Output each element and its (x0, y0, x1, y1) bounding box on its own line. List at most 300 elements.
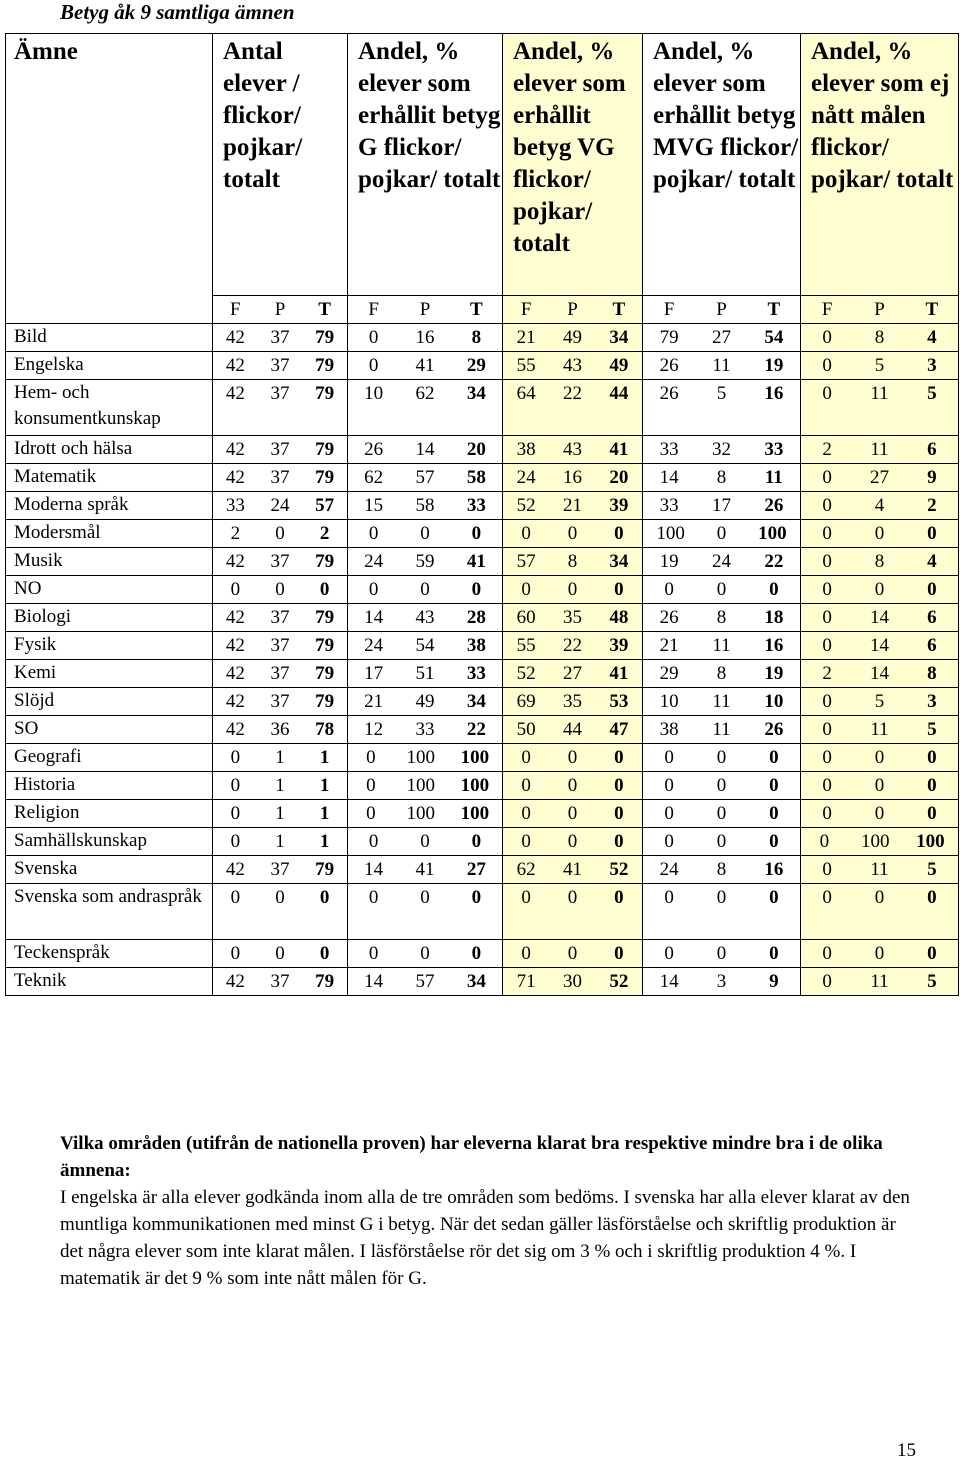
table-row (6, 548, 959, 576)
value-group-cell (503, 772, 643, 800)
value-group-cell (801, 492, 959, 520)
value-cell: 57 (315, 495, 335, 516)
value-cell: 0 (716, 523, 727, 544)
value-cell: 0 (420, 523, 430, 544)
value-group-cell (348, 800, 503, 828)
value-cell: 0 (368, 831, 379, 852)
value-group-cell (801, 688, 959, 716)
value-group-cell (348, 604, 503, 632)
value-cell: 2 (927, 495, 937, 516)
value-cell: 0 (366, 803, 376, 824)
value-cell: 11 (870, 859, 889, 880)
ftp-header-cell (503, 296, 643, 324)
value-group-cell (503, 688, 643, 716)
value-cell: 0 (567, 887, 578, 908)
value-cell: 0 (716, 943, 727, 964)
value-cell: 8 (471, 327, 482, 348)
value-cell: 42 (225, 635, 245, 656)
subject-cell: Samhällskunskap (6, 828, 213, 856)
value-cell: 42 (225, 691, 245, 712)
value-cell: 0 (614, 579, 624, 600)
value-group-cell (213, 884, 348, 940)
value-cell: 16 (562, 467, 582, 488)
value-cell: 0 (521, 775, 531, 796)
value-cell: 0 (927, 803, 937, 824)
value-group-cell (503, 464, 643, 492)
value-cell: 35 (562, 691, 582, 712)
value-cell: 8 (874, 327, 885, 348)
value-cell: 44 (609, 383, 629, 404)
header-not-reached: Andel, % elever som ej nått målen flickor/ pojkar/ totalt (801, 34, 959, 296)
value-group-cell (503, 520, 643, 548)
value-group-cell (643, 688, 801, 716)
value-cell: 1 (275, 747, 285, 768)
value-cell: 0 (822, 495, 832, 516)
value-cell: 59 (415, 551, 435, 572)
value-group-cell (213, 604, 348, 632)
table-row (6, 660, 959, 688)
value-cell: 0 (819, 831, 830, 852)
value-cell: 21 (562, 495, 582, 516)
value-group-cell (643, 968, 801, 996)
value-group-cell (801, 632, 959, 660)
value-cell: 34 (466, 971, 486, 992)
value-cell: 0 (716, 579, 727, 600)
value-cell: 21 (516, 327, 536, 348)
value-group-cell (643, 800, 801, 828)
value-cell: 22 (466, 719, 486, 740)
value-group-cell (801, 660, 959, 688)
value-cell: 54 (415, 635, 435, 656)
value-cell: 4 (874, 495, 885, 516)
value-cell: 37 (270, 859, 290, 880)
value-cell: 100 (758, 523, 787, 544)
value-cell: 42 (225, 551, 245, 572)
value-cell: 26 (659, 607, 679, 628)
value-cell: 11 (764, 467, 783, 488)
value-cell: 0 (664, 579, 674, 600)
value-cell: 37 (270, 327, 290, 348)
table-row (6, 856, 959, 884)
value-cell: 18 (764, 607, 784, 628)
value-group-cell (643, 324, 801, 352)
value-cell: 24 (711, 551, 731, 572)
value-cell: 50 (516, 719, 536, 740)
value-group-cell (643, 940, 801, 968)
table-row (6, 744, 959, 772)
value-cell: 0 (471, 887, 482, 908)
value-cell: 37 (270, 383, 290, 404)
value-cell: 5 (927, 971, 937, 992)
value-cell: 42 (225, 355, 245, 376)
table-row (6, 940, 959, 968)
value-cell: 79 (315, 439, 335, 460)
value-cell: 0 (822, 803, 832, 824)
value-cell: 0 (664, 747, 674, 768)
value-cell: 22 (562, 635, 582, 656)
table-header-row (6, 34, 959, 296)
value-group-cell (213, 324, 348, 352)
subject-cell: Kemi (6, 660, 213, 688)
value-cell: 15 (364, 495, 384, 516)
value-cell: 1 (275, 775, 285, 796)
value-cell: 0 (567, 831, 578, 852)
header-subject: Ämne (6, 34, 213, 324)
value-cell: 22 (562, 383, 582, 404)
ftp-label: T (612, 299, 626, 320)
value-cell: 1 (275, 803, 285, 824)
value-group-cell (503, 940, 643, 968)
value-cell: 57 (516, 551, 536, 572)
value-cell: 26 (764, 719, 784, 740)
text-section (60, 1130, 910, 1292)
value-cell: 24 (270, 495, 290, 516)
value-cell: 21 (364, 691, 384, 712)
ftp-label: F (368, 299, 379, 320)
header-vg: Andel, % elever som erhållit betyg VG flickor/ pojkar/ totalt (503, 34, 643, 296)
value-cell: 0 (664, 887, 674, 908)
value-cell: 79 (315, 663, 335, 684)
value-group-cell (213, 688, 348, 716)
value-cell: 57 (415, 971, 435, 992)
value-group-cell (348, 688, 503, 716)
value-cell: 0 (874, 887, 885, 908)
value-cell: 0 (319, 579, 330, 600)
value-cell: 5 (716, 383, 727, 404)
value-cell: 0 (822, 383, 832, 404)
value-cell: 16 (764, 859, 784, 880)
value-cell: 0 (822, 551, 832, 572)
value-cell: 79 (315, 355, 335, 376)
value-cell: 100 (460, 775, 490, 796)
value-cell: 0 (521, 747, 531, 768)
value-cell: 11 (870, 971, 889, 992)
value-cell: 16 (415, 327, 435, 348)
value-cell: 42 (225, 439, 245, 460)
value-group-cell (503, 380, 643, 436)
value-cell: 0 (471, 943, 482, 964)
value-group-cell (213, 800, 348, 828)
value-cell: 0 (927, 579, 937, 600)
value-group-cell (213, 660, 348, 688)
value-group-cell (643, 548, 801, 576)
value-cell: 20 (609, 467, 629, 488)
value-group-cell (643, 380, 801, 436)
value-cell: 0 (716, 747, 727, 768)
value-group-cell (213, 940, 348, 968)
value-cell: 5 (927, 859, 937, 880)
table-row (6, 688, 959, 716)
value-cell: 58 (466, 467, 486, 488)
value-cell: 42 (225, 327, 245, 348)
value-cell: 37 (270, 355, 290, 376)
value-group-cell (801, 436, 959, 464)
value-cell: 35 (562, 607, 582, 628)
value-cell: 0 (614, 887, 624, 908)
value-cell: 79 (315, 327, 335, 348)
value-cell: 0 (567, 579, 578, 600)
value-cell: 5 (874, 355, 885, 376)
value-cell: 33 (659, 495, 679, 516)
value-group-cell (348, 940, 503, 968)
value-cell: 14 (415, 439, 435, 460)
subject-cell: Teknik (6, 968, 213, 996)
value-cell: 0 (614, 831, 624, 852)
value-cell: 6 (927, 439, 937, 460)
value-group-cell (801, 352, 959, 380)
value-cell: 62 (516, 859, 536, 880)
value-cell: 0 (567, 523, 578, 544)
value-cell: 100 (406, 803, 435, 824)
value-cell: 42 (225, 859, 245, 880)
ftp-label: P (567, 299, 578, 320)
value-cell: 79 (315, 971, 335, 992)
value-cell: 0 (769, 579, 779, 600)
value-cell: 33 (466, 663, 486, 684)
value-group-cell (643, 660, 801, 688)
header-count: Antal elever / flickor/ pojkar/ totalt (213, 34, 348, 296)
value-group-cell (801, 324, 959, 352)
value-group-cell (213, 380, 348, 436)
value-group-cell (643, 772, 801, 800)
value-group-cell (503, 800, 643, 828)
value-cell: 0 (769, 775, 779, 796)
value-cell: 9 (769, 971, 779, 992)
value-cell: 55 (516, 355, 536, 376)
value-group-cell (643, 576, 801, 604)
value-cell: 37 (270, 971, 290, 992)
value-cell: 48 (609, 607, 629, 628)
value-cell: 0 (420, 943, 430, 964)
ftp-header-cell (643, 296, 801, 324)
value-cell: 0 (769, 803, 779, 824)
ftp-header-cell (213, 296, 348, 324)
value-cell: 43 (415, 607, 435, 628)
value-cell: 3 (927, 691, 937, 712)
value-cell: 0 (420, 579, 430, 600)
value-cell: 8 (716, 467, 727, 488)
value-group-cell (213, 548, 348, 576)
value-cell: 0 (614, 523, 624, 544)
value-cell: 0 (716, 775, 727, 796)
value-cell: 79 (659, 327, 679, 348)
value-cell: 0 (664, 943, 674, 964)
value-cell: 64 (516, 383, 536, 404)
subject-cell: Biologi (6, 604, 213, 632)
table-row (6, 800, 959, 828)
value-cell: 0 (927, 523, 937, 544)
value-cell: 0 (822, 887, 832, 908)
value-cell: 0 (230, 579, 241, 600)
value-cell: 11 (712, 635, 731, 656)
table-row (6, 968, 959, 996)
value-cell: 11 (712, 691, 731, 712)
value-cell: 8 (716, 607, 727, 628)
value-cell: 24 (364, 551, 384, 572)
table-row (6, 380, 959, 436)
value-cell: 8 (927, 663, 937, 684)
value-cell: 0 (521, 943, 531, 964)
value-group-cell (801, 464, 959, 492)
grades-table (5, 33, 959, 996)
subject-cell: Svenska (6, 856, 213, 884)
value-cell: 12 (364, 719, 384, 740)
value-cell: 14 (364, 607, 384, 628)
subject-cell: Matematik (6, 464, 213, 492)
value-cell: 79 (315, 635, 335, 656)
ftp-label: F (520, 299, 532, 320)
value-group-cell (213, 520, 348, 548)
value-cell: 0 (471, 831, 482, 852)
table-row (6, 716, 959, 744)
value-cell: 100 (460, 803, 490, 824)
value-cell: 0 (230, 803, 241, 824)
value-cell: 34 (609, 551, 629, 572)
value-group-cell (213, 632, 348, 660)
value-group-cell (801, 604, 959, 632)
value-group-cell (643, 632, 801, 660)
table-row (6, 492, 959, 520)
value-cell: 0 (822, 943, 832, 964)
value-cell: 0 (822, 859, 832, 880)
value-cell: 0 (822, 523, 832, 544)
value-group-cell (643, 604, 801, 632)
value-cell: 26 (764, 495, 784, 516)
value-cell: 0 (716, 831, 727, 852)
value-cell: 100 (916, 831, 945, 852)
value-cell: 0 (874, 747, 885, 768)
value-cell: 21 (659, 635, 679, 656)
value-group-cell (213, 772, 348, 800)
value-cell: 0 (822, 971, 832, 992)
value-cell: 79 (315, 691, 335, 712)
value-group-cell (348, 380, 503, 436)
value-cell: 42 (225, 467, 245, 488)
subject-cell: NO (6, 576, 213, 604)
value-cell: 0 (368, 327, 379, 348)
ftp-label: P (874, 299, 885, 320)
value-cell: 0 (769, 887, 779, 908)
value-cell: 43 (562, 355, 582, 376)
value-cell: 0 (275, 887, 285, 908)
question-heading: Vilka områden (utifrån de nationella proven) har eleverna klarat bra respektive mindre bra i de olika ämnena: (60, 1133, 883, 1181)
value-cell: 5 (927, 719, 937, 740)
value-cell: 36 (270, 719, 290, 740)
value-cell: 37 (270, 607, 290, 628)
value-cell: 17 (364, 663, 384, 684)
value-cell: 0 (927, 943, 937, 964)
value-group-cell (348, 884, 503, 940)
value-group-cell (348, 828, 503, 856)
value-cell: 37 (270, 439, 290, 460)
value-cell: 3 (716, 971, 727, 992)
value-cell: 24 (364, 635, 384, 656)
value-cell: 0 (822, 775, 832, 796)
value-group-cell (348, 968, 503, 996)
value-cell: 0 (614, 775, 624, 796)
value-cell: 41 (609, 439, 629, 460)
subject-cell: Fysik (6, 632, 213, 660)
value-cell: 2 (822, 663, 832, 684)
value-cell: 0 (567, 943, 578, 964)
value-cell: 38 (466, 635, 486, 656)
value-cell: 49 (415, 691, 435, 712)
value-cell: 37 (270, 691, 290, 712)
value-cell: 6 (927, 635, 937, 656)
value-cell: 0 (275, 579, 285, 600)
value-cell: 0 (471, 523, 482, 544)
value-group-cell (801, 884, 959, 940)
value-cell: 19 (764, 355, 784, 376)
value-cell: 0 (822, 467, 832, 488)
value-cell: 34 (466, 691, 486, 712)
value-cell: 0 (614, 747, 624, 768)
value-group-cell (801, 548, 959, 576)
value-cell: 11 (870, 383, 889, 404)
value-cell: 79 (315, 607, 335, 628)
value-group-cell (348, 576, 503, 604)
value-group-cell (643, 492, 801, 520)
value-cell: 0 (927, 887, 937, 908)
value-cell: 33 (225, 495, 245, 516)
value-cell: 0 (471, 579, 482, 600)
value-cell: 0 (614, 803, 624, 824)
value-group-cell (348, 856, 503, 884)
value-cell: 30 (562, 971, 582, 992)
value-group-cell (503, 352, 643, 380)
subject-cell: Svenska som andraspråk (6, 884, 213, 940)
value-cell: 0 (420, 887, 430, 908)
value-group-cell (801, 828, 959, 856)
value-cell: 33 (415, 719, 435, 740)
value-cell: 5 (874, 691, 885, 712)
value-cell: 62 (415, 383, 435, 404)
value-cell: 37 (270, 551, 290, 572)
value-cell: 11 (712, 719, 731, 740)
value-cell: 0 (567, 803, 578, 824)
value-group-cell (801, 772, 959, 800)
header-mvg: Andel, % elever som erhållit betyg MVG flickor/ pojkar/ totalt (643, 34, 801, 296)
value-group-cell (503, 884, 643, 940)
ftp-header-cell (348, 296, 503, 324)
subject-cell: Geografi (6, 744, 213, 772)
ftp-label: P (274, 299, 286, 320)
value-cell: 2 (230, 523, 241, 544)
value-cell: 24 (659, 859, 679, 880)
value-cell: 52 (516, 495, 536, 516)
value-cell: 54 (764, 327, 784, 348)
value-cell: 0 (567, 747, 578, 768)
value-cell: 1 (275, 831, 285, 852)
subject-cell: Hem- och konsumentkunskap (6, 380, 213, 436)
value-cell: 8 (567, 551, 578, 572)
value-cell: 26 (659, 355, 679, 376)
value-group-cell (503, 492, 643, 520)
value-cell: 0 (822, 355, 832, 376)
value-group-cell (643, 716, 801, 744)
value-cell: 27 (869, 467, 889, 488)
value-cell: 5 (927, 383, 937, 404)
table-row (6, 464, 959, 492)
value-cell: 11 (870, 719, 889, 740)
value-group-cell (503, 660, 643, 688)
value-cell: 0 (368, 523, 379, 544)
value-cell: 0 (319, 943, 330, 964)
value-group-cell (348, 520, 503, 548)
value-group-cell (503, 436, 643, 464)
ftp-label: P (716, 299, 727, 320)
table-row (6, 604, 959, 632)
